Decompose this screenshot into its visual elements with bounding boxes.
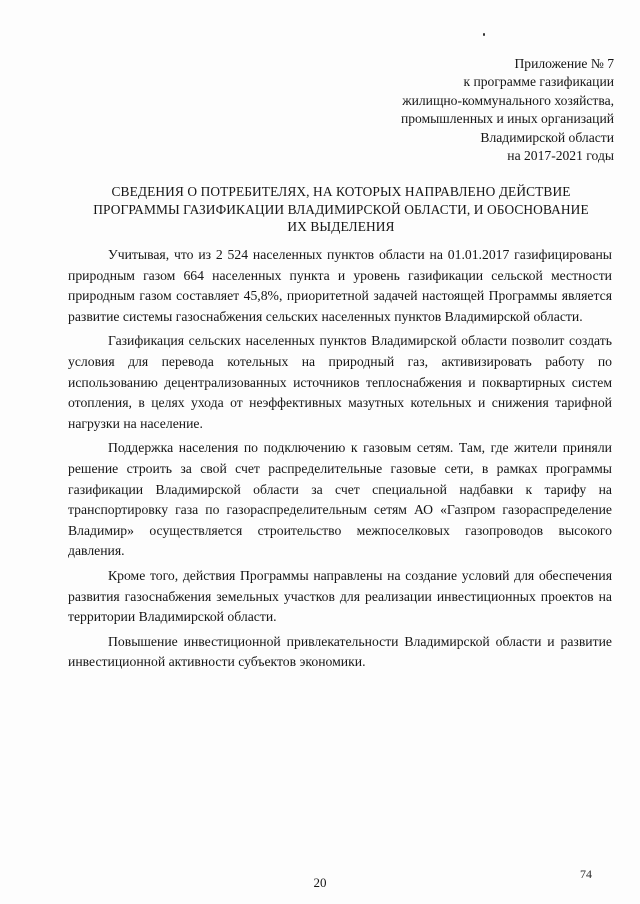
document-title — [60, 183, 622, 236]
body-paragraph: Повышение инвестиционной привлекательности Владимирской области и развитие инвестиционной активности субъектов экономики. — [68, 633, 612, 670]
appendix-line: Приложение № 7 — [514, 56, 614, 71]
appendix-line: на 2017-2021 годы — [507, 148, 614, 164]
appendix-reference — [284, 55, 614, 165]
scan-speck — [483, 33, 485, 36]
body-paragraph: Кроме того, действия Программы направлены на создание условий для обеспечения развития газоснабжения земельных участков для реализации инвестиционных проектов на территории Владимирской области. — [68, 567, 612, 625]
page-number: 20 — [313, 875, 327, 890]
body-paragraph: Газификация сельских населенных пунктов Владимирской области позволит создать условия для перевода котельных на природный газ, активизировать работу по использованию децентрализованных источников теплоснабжения и поквартирных систем отопления, в целях ухода от неэффективных мазутных котельных и снижения тарифной нагрузки на население. — [68, 333, 612, 431]
appendix-line: Владимирской области — [480, 129, 614, 145]
body-paragraph: Поддержка населения по подключению к газовым сетям. Там, где жители приняли решение строить за свой счет распределительные газовые сети, в рамках программы газификации Владимирской области за счет специальной надбавки к тарифу на транспортировку газа по газораспределительным сетям АО «Газпром газораспределение Владимир» осуществляется строительство межпоселковых газопроводов высокого давления. — [68, 440, 612, 559]
title-line: ИХ ВЫДЕЛЕНИЯ — [287, 219, 395, 234]
title-line: СВЕДЕНИЯ О ПОТРЕБИТЕЛЯХ, НА КОТОРЫХ НАПРАВЛЕНО ДЕЙСТВИЕ — [111, 184, 571, 199]
appendix-line: жилищно-коммунального хозяйства, — [402, 92, 614, 108]
appendix-line: к программе газификации — [463, 74, 614, 90]
sheet-number: 74 — [580, 867, 592, 881]
body-paragraph: Учитывая, что из 2 524 населенных пунктов области на 01.01.2017 газифицированы природным газом 664 населенных пункта и уровень газификации сельской местности природным газом составляет 45,8%, приоритетной задачей настоящей Программы является развитие системы газоснабжения сельских населенных пунктов Владимирской области. — [68, 247, 612, 324]
document-body — [68, 245, 612, 673]
title-line: ПРОГРАММЫ ГАЗИФИКАЦИИ ВЛАДИМИРСКОЙ ОБЛАСТИ, И ОБОСНОВАНИЕ — [93, 201, 589, 217]
appendix-line: промышленных и иных организаций — [400, 111, 614, 127]
